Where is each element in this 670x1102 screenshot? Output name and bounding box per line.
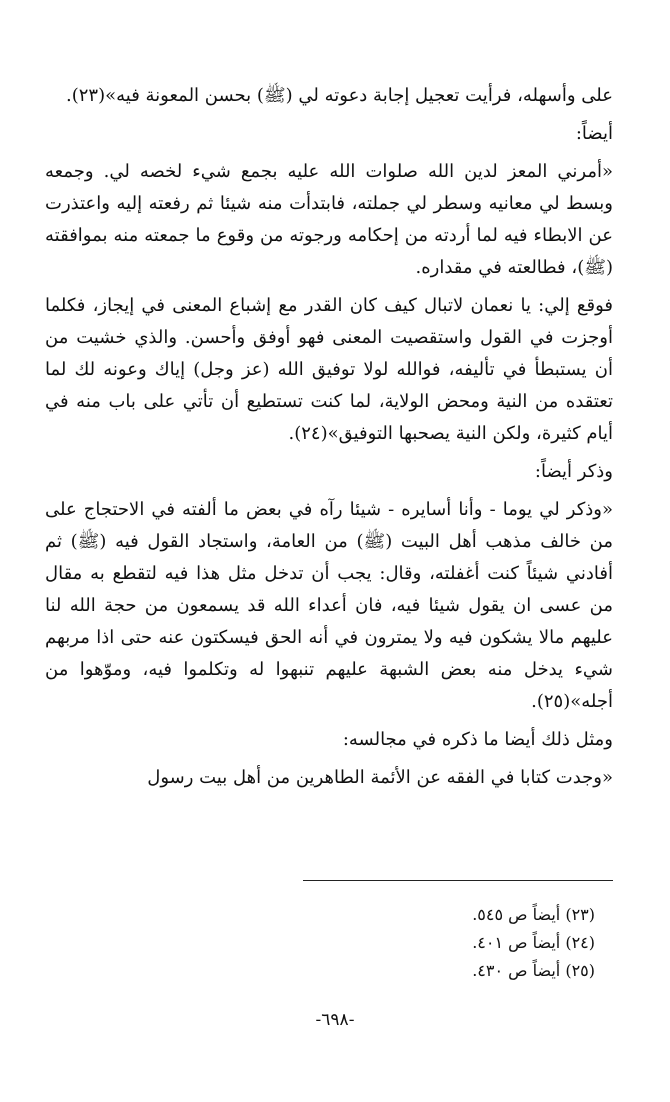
- paragraph-quote-3: «وجدت كتابا في الفقه عن الأئمة الطاهرين من أهل بيت رسول: [147, 767, 613, 788]
- footnote-divider: [303, 880, 613, 881]
- paragraph-quote-1-cont: فوقع إلي: يا نعمان لاتبال كيف كان القدر مع إشباع المعنى في إيجاز، فكلما أوجزت في القول واستقصيت المعنى فهو أوفق وأحسن. والذي خشيت من أن يستبطأ في تأليفه، فوالله لولا توفيق الله (عز وجل) إياك وعونه لك لما تعتقده من النية ومحض الولاية، لما كنت تستطيع أن تأتي على باب منه في أيام كثيرة، ولكن النية يصحبها التوفيق»(٢٤).: [45, 295, 613, 444]
- footnote-24: (٢٤) أيضاً ص ٤٠١.: [472, 933, 595, 952]
- paragraph-quote-1: «أمرني المعز لدين الله صلوات الله عليه بجمع شيء لخصه لي. وجمعه وبسط لي معانيه وسطر لي جملته، فابتدأت منه شيئا ثم رفعته إليه واعتذرت عن الابطاء فيه لما أردته من إحكامه ورجوته من وقوع ما جمعته منه بموافقته (ﷺ)، فطالعته في مقداره.: [45, 161, 613, 278]
- paragraph-heading-also: أيضاً:: [575, 123, 613, 144]
- page-body: [45, 80, 613, 794]
- paragraph-quote-2: «وذكر لي يوما - وأنا أسايره - شيئا رآه في بعض ما ألفته في الاحتجاج على من خالف مذهب أهل البيت (ﷺ) من العامة، واستجاد القول فيه (ﷺ) ثم أفادني شيئاً كنت أغفلته، وقال: يجب أن تدخل مثل هذا فيه لتقطع به مقال من عسى ان يقول شيئا فيه، فان أعداء الله قد يسمعون من حجة الله لنا عليهم مالا يشكون فيه ولا يمترون في أنه الحق فيسكتون عنه حتى اذا مربهم شيء يدخل منه بعض الشبهة عليهم تنبهوا له وتكلموا فيه، وموّهوا من أجله»(٢٥).: [45, 499, 613, 712]
- footnote-23: (٢٣) أيضاً ص ٥٤٥.: [472, 905, 595, 924]
- paragraph-continuation: على وأسهله، فرأيت تعجيل إجابة دعوته لي (ﷺ) بحسن المعونة فيه»(٢٣).: [65, 85, 613, 106]
- paragraph-heading-mentioned: وذكر أيضاً:: [534, 461, 613, 482]
- footnotes: [45, 880, 613, 985]
- footnote-25: (٢٥) أيضاً ص ٤٣٠.: [472, 961, 595, 980]
- page-number: -٦٩٨-: [315, 1010, 355, 1030]
- paragraph-heading-majalis: ومثل ذلك أيضا ما ذكره في مجالسه:: [342, 729, 613, 750]
